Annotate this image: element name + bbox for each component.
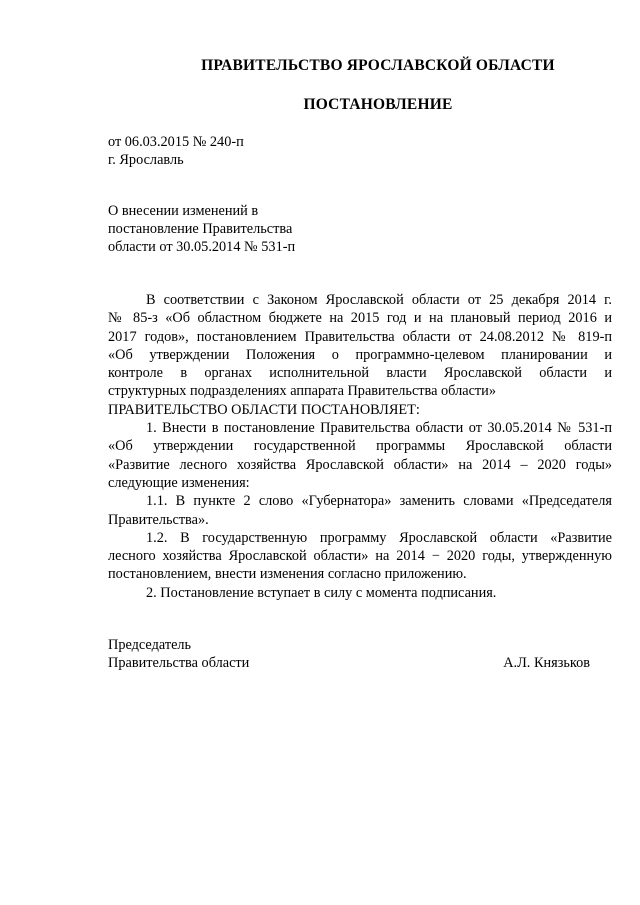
preamble-line: контроле в органах исполнительной власти Ярославской области и [108, 365, 612, 382]
item-2-paragraph [108, 584, 612, 602]
resolves-heading: ПРАВИТЕЛЬСТВО ОБЛАСТИ ПОСТАНОВЛЯЕТ: [108, 401, 420, 418]
item-1-2-line: лесного хозяйства Ярославской области» на 2014 − 2020 годы, утвержденную [108, 548, 612, 565]
item-2-line: 2. Постановление вступает в силу с момента подписания. [146, 584, 497, 601]
subject-line: области от 30.05.2014 № 531-п [108, 239, 296, 255]
preamble-line: В соответствии с Законом Ярославской области от 25 декабря 2014 г. [146, 292, 612, 308]
organization-title: ПРАВИТЕЛЬСТВО ЯРОСЛАВСКОЙ ОБЛАСТИ [201, 57, 555, 74]
signatory-title-line2: Правительства области [108, 655, 250, 671]
document-type-title: ПОСТАНОВЛЕНИЕ [303, 96, 453, 113]
preamble-line: 2017 годов», постановлением Правительства области от 24.08.2012 № 819-п [108, 328, 612, 345]
signature-row [108, 654, 590, 672]
item-1-1-line: 1.1. В пункте 2 слово «Губернатора» заменить словами «Председателя [146, 493, 612, 510]
signatory-title-line1: Председатель [108, 637, 192, 653]
preamble-line: «Об утверждении Положения о программно-целевом планировании и [108, 346, 612, 363]
item-1-line: следующие изменения: [108, 474, 250, 491]
document-subject [108, 202, 295, 256]
item-1-1-line: Правительства». [108, 511, 209, 528]
item-1-2-line: 1.2. В государственную программу Ярославской области «Развитие [146, 529, 612, 546]
document-city: г. Ярославль [108, 152, 184, 168]
document-body [108, 291, 612, 602]
preamble-line: № 85-з «Об областном бюджете на 2015 год и на плановый период 2016 и [108, 310, 612, 327]
preamble-line: структурных подразделениях аппарата Правительства области» [108, 383, 496, 400]
document-date-number: от 06.03.2015 № 240-п [108, 134, 244, 150]
item-1-2-paragraph [108, 529, 612, 584]
item-1-line: 1. Внести в постановление Правительства области от 30.05.2014 № 531-п [146, 420, 612, 437]
item-1-paragraph [108, 419, 612, 492]
preamble-paragraph [108, 291, 612, 401]
signatory-name: А.Л. Князьков [503, 655, 590, 671]
subject-line: постановление Правительства [108, 221, 293, 237]
signature-block [108, 636, 590, 672]
subject-line: О внесении изменений в [108, 203, 259, 219]
item-1-line: «Об утверждении государственной программы Ярославской области [108, 438, 612, 455]
item-1-2-line: постановлением, внести изменения согласно приложению. [108, 566, 467, 583]
item-1-line: «Развитие лесного хозяйства Ярославской области» на 2014 – 2020 годы» [108, 456, 612, 473]
item-1-1-paragraph [108, 492, 612, 529]
document-meta [108, 133, 244, 169]
